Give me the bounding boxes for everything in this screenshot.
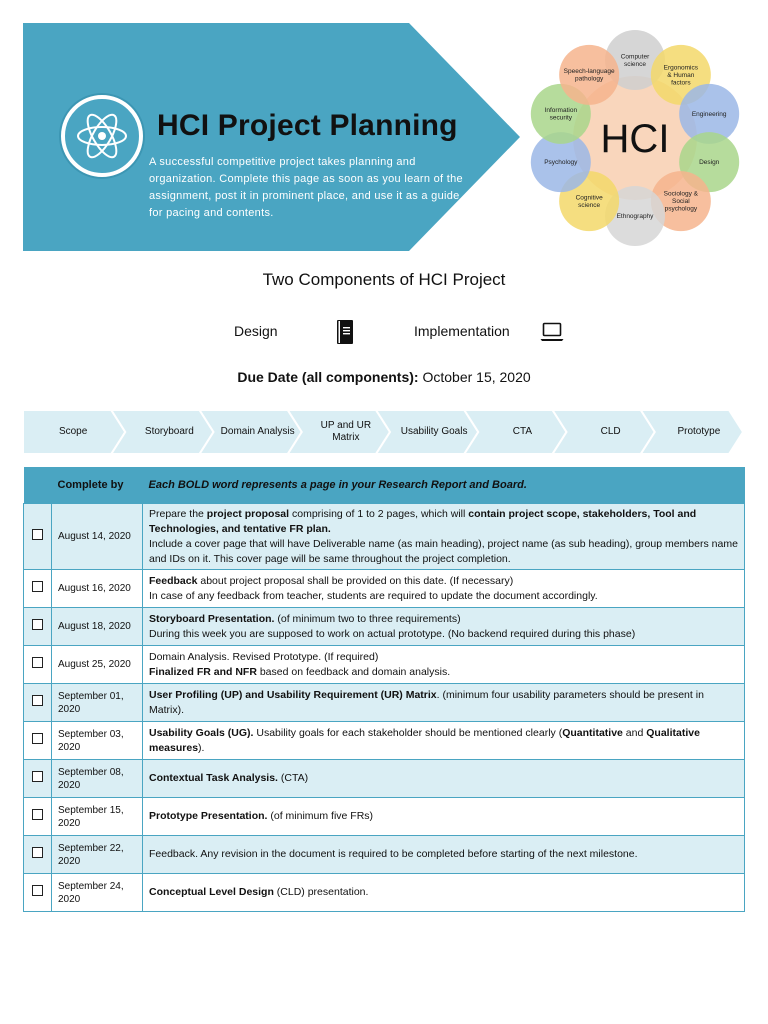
process-step-label: Domain Analysis <box>220 426 295 437</box>
atom-icon <box>61 95 143 177</box>
row-date: August 18, 2020 <box>52 608 143 646</box>
hci-node-label: Engineering <box>691 110 727 118</box>
row-description: Storyboard Presentation. (of minimum two to three requirements) During this week you are supposed to work on actual prototype. (No backend required during this phase) <box>143 608 745 646</box>
table-row <box>24 760 745 798</box>
table-row <box>24 646 745 684</box>
row-description: Domain Analysis. Revised Prototype. (If required) Finalized FR and NFR based on feedback and domain analysis. <box>143 646 745 684</box>
laptop-icon <box>540 322 564 342</box>
checkbox[interactable] <box>32 809 43 820</box>
table-header-note: Each BOLD word represents a page in your Research Report and Board. <box>143 467 745 504</box>
process-step-label: CLD <box>600 426 621 437</box>
row-date: August 14, 2020 <box>52 504 143 570</box>
row-date: September 08, 2020 <box>52 760 143 798</box>
row-date: September 22, 2020 <box>52 836 143 874</box>
header-banner <box>23 23 520 251</box>
process-step-label: CTA <box>512 426 532 437</box>
row-date: August 25, 2020 <box>52 646 143 684</box>
checkbox[interactable] <box>32 529 43 540</box>
checkbox[interactable] <box>32 619 43 630</box>
hci-center-label: HCI <box>600 117 670 161</box>
process-flow <box>23 410 743 454</box>
checkbox[interactable] <box>32 847 43 858</box>
table-header-row <box>24 467 745 504</box>
hci-node-label: Design <box>699 159 720 167</box>
row-description: User Profiling (UP) and Usability Requirement (UR) Matrix. (minimum four usability parameters should be present in Matrix). <box>143 684 745 722</box>
table-header-check <box>24 467 52 504</box>
table-row <box>24 722 745 760</box>
row-date: September 01, 2020 <box>52 684 143 722</box>
table-row <box>24 798 745 836</box>
table-row <box>24 504 745 570</box>
row-date: September 24, 2020 <box>52 874 143 912</box>
hci-node-label: Information security <box>544 107 578 122</box>
schedule-table <box>23 467 745 912</box>
checkbox[interactable] <box>32 885 43 896</box>
row-date: August 16, 2020 <box>52 570 143 608</box>
page-title: HCI Project Planning <box>157 109 458 142</box>
row-description: Feedback. Any revision in the document is required to be completed before starting of the next milestone. <box>143 836 745 874</box>
row-description: Usability Goals (UG). Usability goals for each stakeholder should be mentioned clearly (Quantitative and Qualitative measures). <box>143 722 745 760</box>
table-row <box>24 570 745 608</box>
hci-node-label: Ergonomics & Human factors <box>663 64 699 87</box>
table-row <box>24 608 745 646</box>
component-implementation-label: Implementation <box>414 323 510 339</box>
process-step-label: Scope <box>58 426 88 437</box>
table-header-date: Complete by <box>52 467 143 504</box>
table-row <box>24 874 745 912</box>
row-description: Feedback about project proposal shall be provided on this date. (If necessary) In case of any feedback from teacher, students are required to update the document accordingly. <box>143 570 745 608</box>
checkbox[interactable] <box>32 581 43 592</box>
process-step-label: Storyboard <box>144 426 194 437</box>
due-date-value: October 15, 2020 <box>422 369 531 385</box>
row-date: September 03, 2020 <box>52 722 143 760</box>
row-description: Contextual Task Analysis. (CTA) <box>143 760 745 798</box>
checkbox[interactable] <box>32 771 43 782</box>
row-description: Prepare the project proposal comprising of 1 to 2 pages, which will contain project scope, stakeholders, Tool and Technologies, and tentative FR plan. Include a cover page that will have Deliverable name (as main heading), project name (as sub heading), group members name and IDs on it. This cover page will be same throughout the project completion. <box>143 504 745 570</box>
row-description: Conceptual Level Design (CLD) presentation. <box>143 874 745 912</box>
components-title: Two Components of HCI Project <box>262 270 506 289</box>
due-date-label: Due Date (all components): <box>237 369 419 385</box>
hci-node-label: Ethnography <box>616 213 654 220</box>
table-row <box>24 836 745 874</box>
checkbox[interactable] <box>32 733 43 744</box>
table-row <box>24 684 745 722</box>
hci-node-label: Psychology <box>544 159 578 167</box>
hci-node-label: Speech-language pathology <box>563 68 615 83</box>
hci-node-label: Sociology & Social psychology <box>663 190 699 213</box>
document-icon <box>336 319 354 345</box>
process-step-label: Prototype <box>677 426 721 437</box>
row-date: September 15, 2020 <box>52 798 143 836</box>
hci-diagram <box>528 24 743 252</box>
row-description: Prototype Presentation. (of minimum five FRs) <box>143 798 745 836</box>
banner-description: A successful competitive project takes planning and organization. Complete this page as soon as you learn of the assignment, post it in prominent place, and use it as a guide for pacing and contents. <box>149 156 463 219</box>
due-date <box>0 369 768 385</box>
hci-node-label: Cognitive science <box>575 194 603 209</box>
process-step-label: UP and UR Matrix <box>320 420 372 443</box>
component-design-label: Design <box>234 323 278 339</box>
checkbox[interactable] <box>32 695 43 706</box>
process-step-label: Usability Goals <box>400 426 468 437</box>
checkbox[interactable] <box>32 657 43 668</box>
hci-node-label: Computer science <box>620 53 650 68</box>
